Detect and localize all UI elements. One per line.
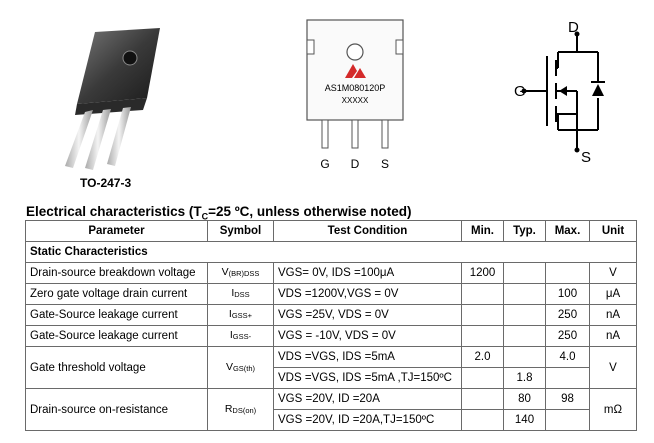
header-min: Min.	[462, 221, 504, 242]
max-cell: 98	[546, 389, 590, 410]
pin-label-s: S	[380, 157, 390, 171]
symbol-cell: RDS(on)	[208, 389, 274, 431]
max-cell: 250	[546, 305, 590, 326]
pin-label-g: G	[320, 157, 330, 171]
unit-cell: mΩ	[590, 389, 637, 431]
min-cell: 2.0	[462, 347, 504, 368]
header-unit: Unit	[590, 221, 637, 242]
parameter-cell: Gate threshold voltage	[26, 347, 208, 389]
table-header-row	[26, 221, 637, 242]
condition-cell: VDS =VGS, IDS =5mA ,TJ=150ºC	[274, 368, 462, 389]
parameter-cell: Drain-source on-resistance	[26, 389, 208, 431]
header-test-condition: Test Condition	[274, 221, 462, 242]
min-cell	[462, 305, 504, 326]
unit-cell: nA	[590, 326, 637, 347]
parameter-cell: Gate-Source leakage current	[26, 326, 208, 347]
max-cell: 4.0	[546, 347, 590, 368]
typ-cell	[504, 284, 546, 305]
table-row	[26, 347, 637, 368]
table-row	[26, 284, 637, 305]
drain-label: D	[568, 19, 579, 36]
min-cell	[462, 284, 504, 305]
condition-cell: VGS= 0V, IDS =100μA	[274, 263, 462, 284]
condition-cell: VGS =20V, ID =20A,TJ=150ºC	[274, 410, 462, 431]
gate-label: G	[514, 83, 526, 100]
min-cell: 1200	[462, 263, 504, 284]
condition-cell: VGS =25V, VDS = 0V	[274, 305, 462, 326]
parameter-cell: Zero gate voltage drain current	[26, 284, 208, 305]
unit-cell: V	[590, 263, 637, 284]
table-row	[26, 263, 637, 284]
header-typ: Typ.	[504, 221, 546, 242]
typ-cell	[504, 263, 546, 284]
package-label: TO-247-3	[80, 176, 132, 190]
symbol-cell: V(BR)DSS	[208, 263, 274, 284]
table-row	[26, 389, 637, 410]
typ-cell: 1.8	[504, 368, 546, 389]
table-row	[26, 305, 637, 326]
typ-cell	[504, 305, 546, 326]
min-cell	[462, 368, 504, 389]
typ-cell: 80	[504, 389, 546, 410]
section-row	[26, 242, 637, 263]
electrical-characteristics-table	[25, 220, 637, 431]
package-photo	[55, 20, 175, 175]
header-max: Max.	[546, 221, 590, 242]
parameter-cell: Drain-source breakdown voltage	[26, 263, 208, 284]
header-symbol: Symbol	[208, 221, 274, 242]
condition-cell: VDS =VGS, IDS =5mA	[274, 347, 462, 368]
symbol-cell: IDSS	[208, 284, 274, 305]
part-number: AS1M080120P	[324, 83, 386, 93]
typ-cell	[504, 347, 546, 368]
unit-cell: V	[590, 347, 637, 389]
max-cell	[546, 410, 590, 431]
symbol-cell: IGSS+	[208, 305, 274, 326]
max-cell	[546, 368, 590, 389]
max-cell	[546, 263, 590, 284]
parameter-cell: Gate-Source leakage current	[26, 305, 208, 326]
condition-cell: VGS =20V, ID =20A	[274, 389, 462, 410]
package-outline-drawing	[305, 18, 405, 176]
unit-cell: μA	[590, 284, 637, 305]
section-title: Static Characteristics	[26, 242, 637, 263]
symbol-cell: VGS(th)	[208, 347, 274, 389]
min-cell	[462, 326, 504, 347]
pin-label-d: D	[350, 157, 360, 171]
max-cell: 250	[546, 326, 590, 347]
header-parameter: Parameter	[26, 221, 208, 242]
condition-cell: VGS = -10V, VDS = 0V	[274, 326, 462, 347]
table-row	[26, 326, 637, 347]
condition-cell: VDS =1200V,VGS = 0V	[274, 284, 462, 305]
max-cell: 100	[546, 284, 590, 305]
min-cell	[462, 410, 504, 431]
source-label: S	[581, 149, 592, 166]
min-cell	[462, 389, 504, 410]
unit-cell: nA	[590, 305, 637, 326]
marking-text: XXXXX	[341, 96, 369, 105]
section-heading: Electrical characteristics ($T_C=25$ ºC, unless otherwise noted)	[26, 204, 412, 222]
typ-cell: 140	[504, 410, 546, 431]
symbol-cell: IGSS-	[208, 326, 274, 347]
typ-cell	[504, 326, 546, 347]
mosfet-schematic	[512, 18, 622, 166]
